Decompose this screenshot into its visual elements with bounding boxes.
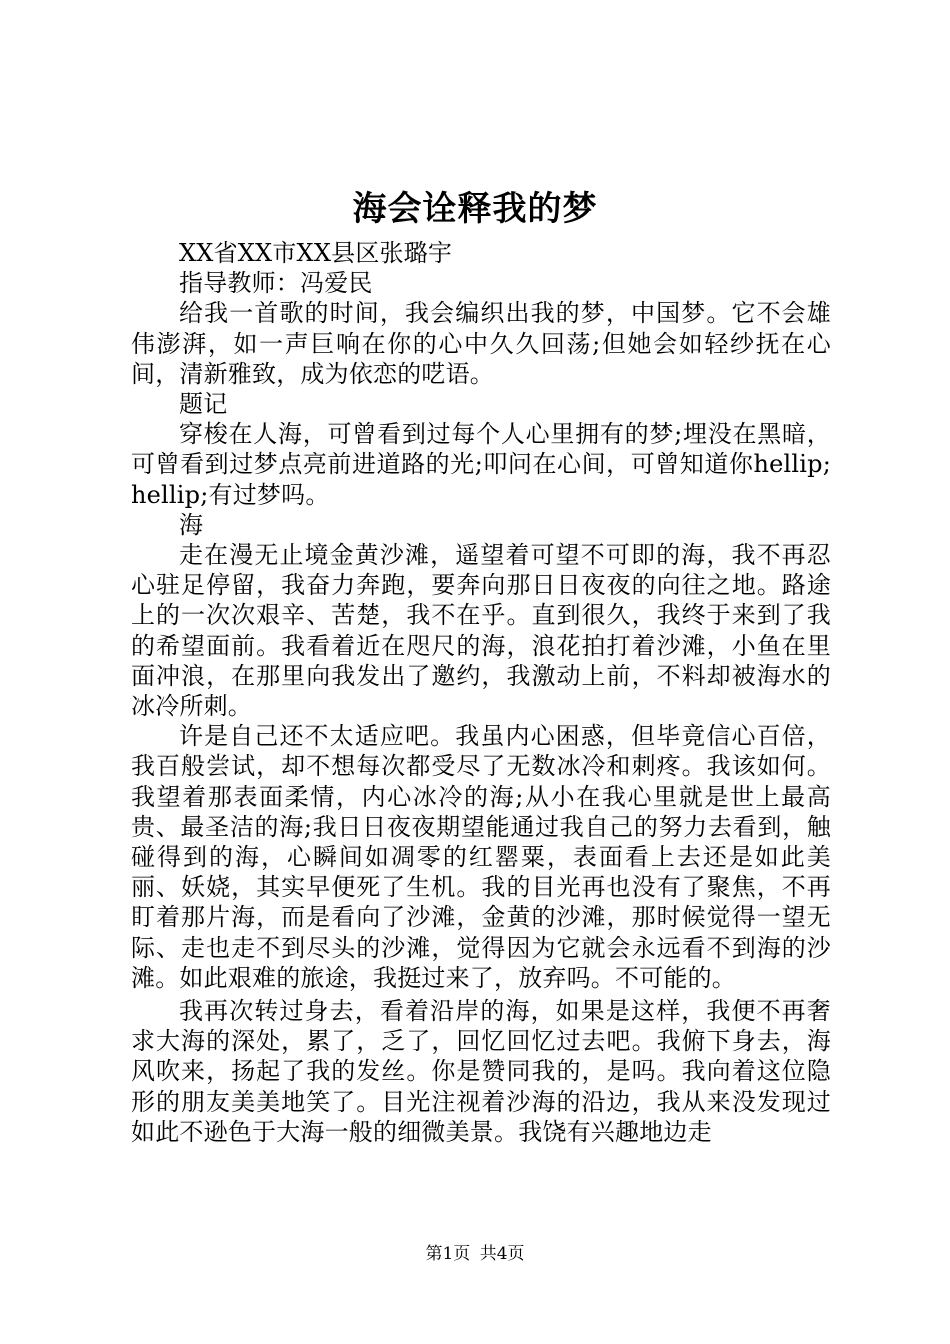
author-line: XX省XX市XX县区张璐宇 xyxy=(179,239,453,267)
body-paragraph: 我再次转过身去，看着沿岸的海，如果是这样，我便不再奢求大海的深处，累了，乏了，回忆回忆过去吧。我俯下身去，海风吹来，扬起了我的发丝。你是赞同我的，是吗。我向着这位隐形的朋友美美地笑了。目光注视着沙海的沿边，我从来没发现过如此不逊色于大海一般的细微美景。我饶有兴趣地边走 xyxy=(131,997,831,1146)
epigraph-label: 题记 xyxy=(179,390,228,419)
advisor-line: 指导教师：冯爱民 xyxy=(179,269,373,298)
page-total: 共4页 xyxy=(479,1244,525,1264)
document-title: 海会诠释我的梦 xyxy=(352,189,598,229)
epigraph-paragraph: 给我一首歌的时间，我会编织出我的梦，中国梦。它不会雄伟澎湃，如一声巨响在你的心中久久回荡;但她会如轻纱抚在心间，清新雅致，成为依恋的呓语。 xyxy=(131,299,831,388)
page-number: 第1页 xyxy=(425,1244,471,1264)
document-body xyxy=(131,238,831,1147)
body-paragraph: 走在漫无止境金黄沙滩，遥望着可望不可即的海，我不再忍心驻足停留，我奋力奔跑，要奔向那日日夜夜的向往之地。路途上的一次次艰辛、苦楚，我不在乎。直到很久，我终于来到了我的希望面前。我看着近在咫尺的海，浪花拍打着沙滩，小鱼在里面冲浪，在那里向我发出了邀约，我激动上前，不料却被海水的冰冷所刺。 xyxy=(131,541,831,721)
intro-paragraph: 穿梭在人海，可曾看到过每个人心里拥有的梦;埋没在黑暗，可曾看到过梦点亮前进道路的光;叩问在心间，可曾知道你hellip;hellip;有过梦吗。 xyxy=(131,420,831,509)
page-footer xyxy=(0,1242,950,1266)
section-heading: 海 xyxy=(179,510,204,539)
body-paragraph: 许是自己还不太适应吧。我虽内心困惑，但毕竟信心百倍，我百般尝试，却不想每次都受尽了无数冰冷和刺疼。我该如何。我望着那表面柔情，内心冰冷的海;从小在我心里就是世上最高贵、最圣洁的海;我日日夜夜期望能通过我自己的努力去看到，触碰得到的海，心瞬间如凋零的红罂粟，表面看上去还是如此美丽、妖娆，其实早便死了生机。我的目光再也没有了聚焦，不再盯着那片海，而是看向了沙滩，金黄的沙滩，那时候觉得一望无际、走也走不到尽头的沙滩，觉得因为它就会永远看不到海的沙滩。如此艰难的旅途，我挺过来了，放弃吗。不可能的。 xyxy=(131,722,831,992)
